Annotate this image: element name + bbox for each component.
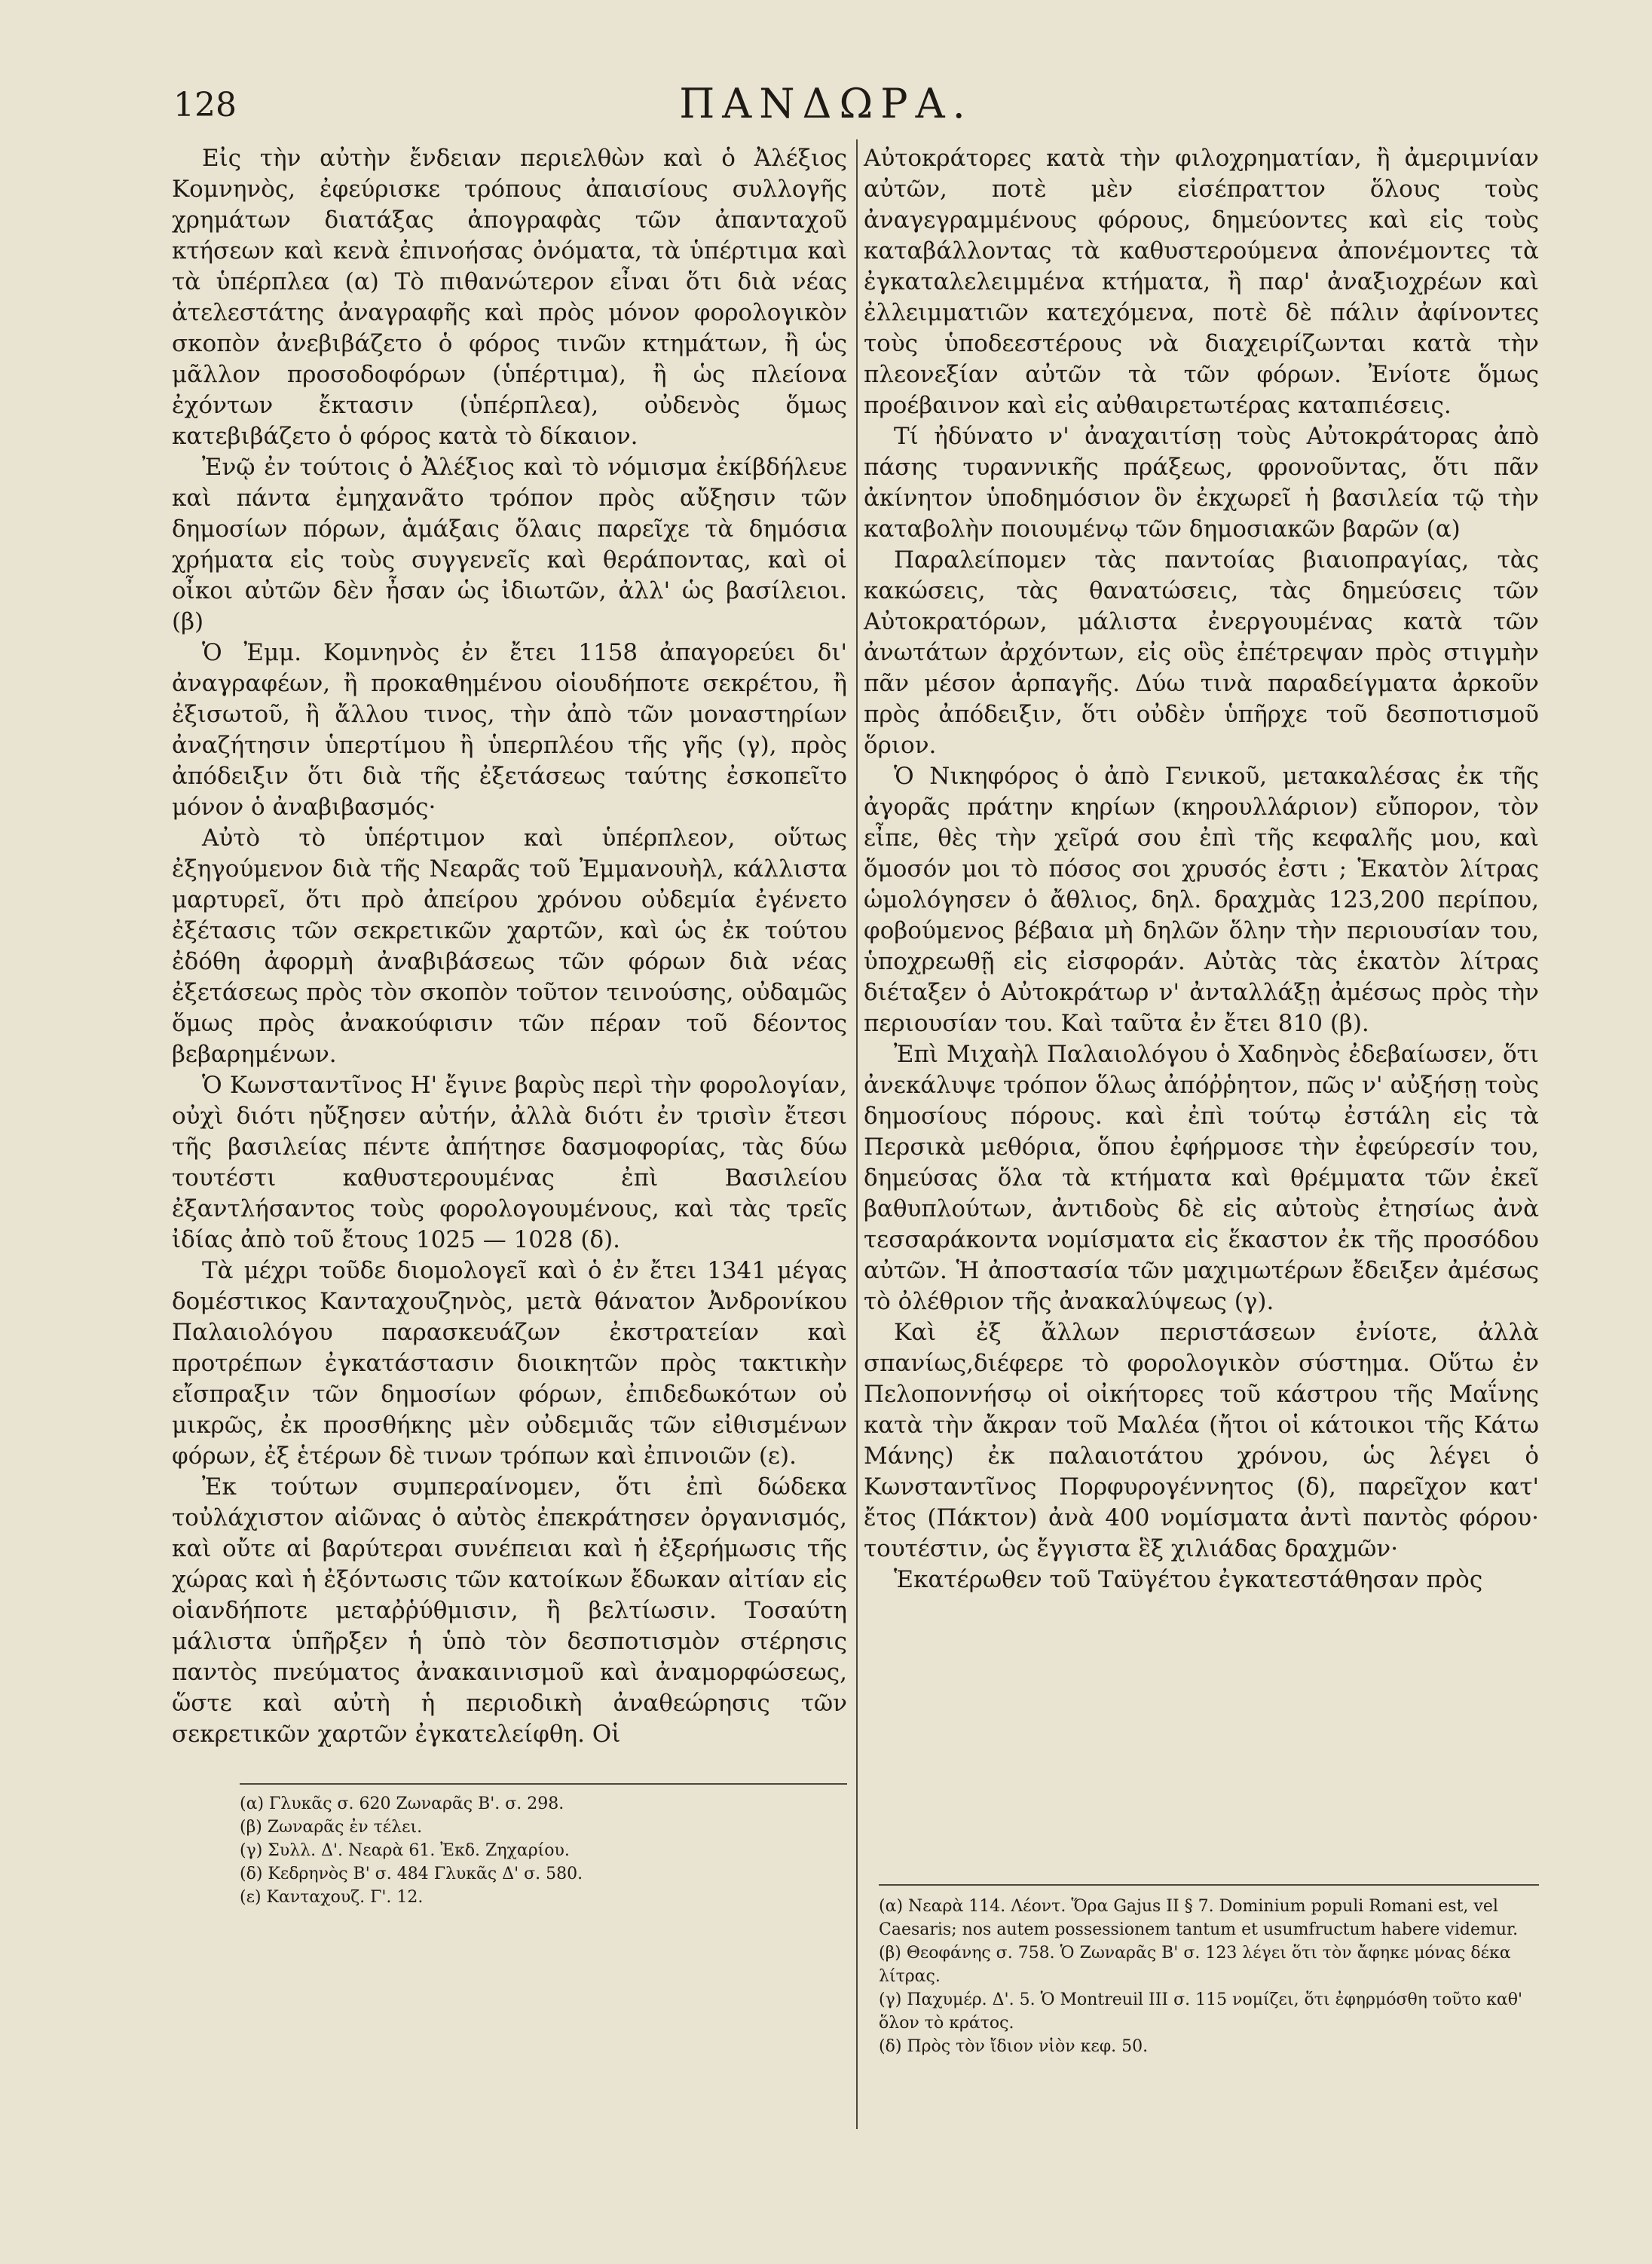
paragraph: Ὁ Κωνσταντῖνος Η' ἔγινε βαρὺς περὶ τὴν φορολογίαν, οὐχὶ διότι ηὔξησεν αὐτήν, ἀλλὰ διότι ἐν τρισὶν ἔτεσι τῆς βασιλείας πέντε ἀπήτησε δασμοφορίας, τὰς δύω τουτέστι καθυστερουμένας ἐπὶ Βασιλείου ἐξαντλήσαντος τοὺς φορολογουμένους, καὶ τὰς τρεῖς ἰδίας ἀπὸ τοῦ ἔτους 1025 — 1028 (δ). [172,1072,847,1253]
paragraph: Ὁ Νικηφόρος ὁ ἀπὸ Γενικοῦ, μετακαλέσας ἐκ τῆς ἀγορᾶς πράτην κηρίων (κηρουλλάριον) εὔπορον, τὸν εἶπε, θὲς τὴν χεῖρά σου ἐπὶ τῆς κεφαλῆς μου, καὶ ὅμοσόν μοι τὸ πόσος σοι χρυσός ἐστι ; Ἑκατὸν λίτρας ὡμολόγησεν ὁ ἄθλιος, δηλ. δραχμὰς 123,200 περίπου, φοβούμενος βέβαια μὴ δηλῶν ὅλην τὴν περιουσίαν του, ὑποχρεωθῇ εἰς εἰσφοράν. Αὐτὰς τὰς ἑκατὸν λίτρας διέταξεν ὁ Αὐτοκράτωρ ν' ἀνταλλάξῃ ἀμέσως πρὸς τὴν περιουσίαν του. Καὶ ταῦτα ἐν ἔτει 810 (β). [864,763,1539,1037]
column-divider [856,139,858,2129]
footnote: (β) Θεοφάνης σ. 758. Ὁ Ζωναρᾶς Β' σ. 123 λέγει ὅτι τὸν ἄφηκε μόνας δέκα λίτρας. [879,1944,1511,1986]
footnote: (γ) Παχυμέρ. Δ'. 5. Ὁ Montreuil III σ. 115 νομίζει, ὅτι ἐφηρμόσθη τοῦτο καθ' ὅλον τὸ κράτος. [879,1990,1522,2033]
paragraph: Αὐτὸ τὸ ὑπέρτιμον καὶ ὑπέρπλεον, οὕτως ἐξηγούμενον διὰ τῆς Νεαρᾶς τοῦ Ἐμμανουὴλ, κάλλιστα μαρτυρεῖ, ὅτι πρὸ ἀπείρου χρόνου οὐδεμία ἐγένετο ἐξέτασις τῶν σεκρετικῶν χαρτῶν, καὶ ὡς ἐκ τούτου ἐδόθη ἀφορμὴ ἀναβιβάσεως τῶν φόρων διὰ νέας ἐξετάσεως πρὸς τὸν σκοπὸν τοῦτον τεινούσης, οὐδαμῶς ὅμως πρὸς ἀνακούφισιν τῶν πέραν τοῦ δέοντος βεβαρημένων. [172,825,847,1068]
paragraph: Ὁ Ἐμμ. Κομνηνὸς ἐν ἔτει 1158 ἀπαγορεύει δι' ἀναγραφέων, ἢ προκαθημένου οἱουδήποτε σεκρέτου, ἢ ἐξισωτοῦ, ἢ ἄλλου τινος, τὴν ἀπὸ τῶν μοναστηρίων ἀναζήτησιν ὑπερτίμου ἢ ὑπερπλέου τῆς γῆς (γ), πρὸς ἀπόδειξιν ὅτι διὰ τῆς ἐξετάσεως ταύτης ἐσκοπεῖτο μόνον ὁ ἀναβιβασμός· [172,639,847,821]
left-footnotes [240,1783,847,1909]
footnote: (δ) Πρὸς τὸν ἴδιον νἱὸν κεφ. 50. [879,2037,1149,2056]
right-footnotes [879,1884,1539,2058]
paragraph: Ἐπὶ Μιχαὴλ Παλαιολόγου ὁ Χαδηνὸς ἐδεβαίωσεν, ὅτι ἀνεκάλυψε τρόπον ὅλως ἀπόῤῥητον, πῶς ν' αὐξήσῃ τοὺς δημοσίους πόρους. καὶ ἐπὶ τούτῳ ἐστάλη εἰς τὰ Περσικὰ μεθόρια, ὅπου ἐφήρμοσε τὴν ἐφεύρεσίν του, δημεύσας ὅλα τὰ κτήματα καὶ θρέμματα τῶν ἐκεῖ βαθυπλούτων, ἀντιδοὺς δὲ εἰς αὐτοὺς ἐτησίως ἀνὰ τεσσαράκοντα νομίσματα εἰς ἕκαστον ἐκ τῆς προσόδου αὐτῶν. Ἡ ἀποστασία τῶν μαχιμωτέρων ἔδειξεν ἀμέσως τὸ ὀλέθριον τῆς ἀνακαλύψεως (γ). [864,1041,1539,1315]
page-number: 128 [173,86,237,124]
paragraph: Παραλείπομεν τὰς παντοίας βιαιοπραγίας, τὰς κακώσεις, τὰς θανατώσεις, τὰς δημεύσεις τῶν Αὐτοκρατόρων, μάλιστα ἐνεργουμένας κατὰ τῶν ἀνωτάτων ἀρχόντων, εἰς οὓς ἐπέτρεψαν πρὸς στιγμὴν πᾶν μέσον ἁρπαγῆς. Δύω τινὰ παραδείγματα ἀρκοῦν πρὸς ἀπόδειξιν, ὅτι οὐδὲν ὑπῆρχε τοῦ δεσποτισμοῦ ὅριον. [864,546,1539,759]
footnote: (ε) Κανταχουζ. Γ'. 12. [240,1888,424,1907]
left-column [172,143,847,1750]
running-title: ΠΑΝΔΩΡΑ. [679,80,973,127]
paragraph: Ἐνῷ ἐν τούτοις ὁ Ἀλέξιος καὶ τὸ νόμισμα ἐκίβδήλευε καὶ πάντα ἐμηχανᾶτο τρόπον πρὸς αὔξησιν τῶν δημοσίων πόρων, ἁμάξαις ὅλαις παρεῖχε τὰ δημόσια χρήματα εἰς τοὺς συγγενεῖς καὶ θεράποντας, καὶ οἱ οἶκοι αὐτῶν δὲν ἦσαν ὡς ἰδιωτῶν, ἀλλ' ὡς βασίλειοι. (β) [172,454,847,635]
paragraph: Αὐτοκράτορες κατὰ τὴν φιλοχρηματίαν, ἢ ἀμεριμνίαν αὐτῶν, ποτὲ μὲν εἰσέπραττον ὅλους τοὺς ἀναγεγραμμένους φόρους, δημεύοντες καὶ εἰς τοὺς καταβάλλοντας τὰ καθυστερούμενα ἀπονέμοντες τὰ ἐγκαταλελειμμένα κτήματα, ἢ παρ' ἀναξιοχρέων καὶ ἐλλειμματιῶν κατεχόμενα, ποτὲ δὲ πάλιν ἀφίνοντες τοὺς ὑποδεεστέρους νὰ διαχειρίζωνται κατὰ τὴν πλεονεξίαν αὐτῶν τὰ τῶν φόρων. Ἐνίοτε ὅμως προέβαινον καὶ εἰς αὐθαιρετωτέρας καταπιέσεις. [864,145,1539,419]
paragraph: Τὰ μέχρι τοῦδε διομολογεῖ καὶ ὁ ἐν ἔτει 1341 μέγας δομέστικος Κανταχουζηνὸς, μετὰ θάνατον Ἀνδρονίκου Παλαιολόγου παρασκευάζων ἐκστρατείαν καὶ προτρέπων ἐγκατάστασιν διοικητῶν πρὸς τακτικὴν εἴσπραξιν τῶν δημοσίων φόρων, ἐπιδεδωκότων οὐ μικρῶς, ἐκ προσθήκης μὲν οὐδεμιᾶς τῶν εἰθισμένων φόρων, ἐξ ἑτέρων δὲ τινων τρόπων καὶ ἐπινοιῶν (ε). [172,1257,847,1470]
footnote: (β) Ζωναρᾶς ἐν τέλει. [240,1818,423,1837]
right-column [864,143,1539,1596]
footnote: (α) Νεαρὰ 114. Λέοντ. Ὅρα Gajus II § 7. Dominium populi Romani est, vel Caesaris; nos autem possessionem tantum et usumfructum habere videmur. [879,1897,1519,1939]
paragraph: Τί ἠδύνατο ν' ἀναχαιτίσῃ τοὺς Αὐτοκράτορας ἀπὸ πάσης τυραννικῆς πράξεως, φρονοῦντας, ὅτι πᾶν ἀκίνητον ὑποδημόσιον ὃν ἐκχωρεῖ ἡ βασιλεία τῷ τὴν καταβολὴν ποιουμένῳ τῶν δημοσιακῶν βαρῶν (α) [864,423,1539,543]
paragraph: Εἰς τὴν αὐτὴν ἔνδειαν περιελθὼν καὶ ὁ Ἀλέξιος Κομνηνὸς, ἐφεύρισκε τρόπους ἀπαισίους συλλογῆς χρημάτων διατάξας ἀπογραφὰς τῶν ἀπανταχοῦ κτήσεων καὶ κενὰ ἐπινοήσας ὀνόματα, τὰ ὑπέρτιμα καὶ τὰ ὑπέρπλεα (α) Τὸ πιθανώτερον εἶναι ὅτι διὰ νέας ἀτελεστάτης ἀναγραφῆς καὶ πρὸς μόνον φορολογικὸν σκοπὸν ἀνεβιβάζετο ὁ φόρος τινῶν κτημάτων, ἢ ὡς μᾶλλον προσοδοφόρων (ὑπέρτιμα), ἢ ὡς πλείονα ἐχόντων ἔκτασιν (ὑπέρπλεα), οὐδενὸς ὅμως κατεβιβάζετο ὁ φόρος κατὰ τὸ δίκαιον. [172,145,847,450]
paragraph: Ἑκατέρωθεν τοῦ Ταϋγέτου ἐγκατεστάθησαν πρὸς [894,1566,1483,1593]
paragraph: Καὶ ἐξ ἄλλων περιστάσεων ἐνίοτε, ἀλλὰ σπανίως,διέφερε τὸ φορολογικὸν σύστημα. Οὕτω ἐν Πελοποννήσῳ οἱ οἰκήτορες τοῦ κάστρου τῆς Μαΐνης κατὰ τὴν ἄκραν τοῦ Μαλέα (ἤτοι οἱ κάτοικοι τῆς Κάτω Μάνης) ἐκ παλαιοτάτου χρόνου, ὡς λέγει ὁ Κωνσταντῖνος Πορφυρογέννητος (δ), παρεῖχον κατ' ἔτος (Πάκτον) ἀνὰ 400 νομίσματα ἀντὶ παντὸς φόρου· τουτέστιν, ὡς ἔγγιστα ἓξ χιλιάδας δραχμῶν· [864,1319,1539,1562]
footnote: (α) Γλυκᾶς σ. 620 Ζωναρᾶς Β'. σ. 298. [240,1794,564,1813]
paragraph: Ἐκ τούτων συμπεραίνομεν, ὅτι ἐπὶ δώδεκα τοὐλάχιστον αἰῶνας ὁ αὐτὸς ἐπεκράτησεν ὀργανισμός, καὶ οὔτε αἱ βαρύτεραι συνέπειαι καὶ ἡ ἐξερήμωσις τῆς χώρας καὶ ἡ ἐξόντωσις τῶν κατοίκων ἔδωκαν αἰτίαν εἰς οἱανδήποτε μεταῤῥύθμισιν, ἢ βελτίωσιν. Τοσαύτη μάλιστα ὑπῆρξεν ἡ ὑπὸ τὸν δεσποτισμὸν στέρησις παντὸς πνεύματος ἀνακαινισμοῦ καὶ ἀναμορφώσεως, ὥστε καὶ αὐτὴ ἡ περιοδικὴ ἀναθεώρησις τῶν σεκρετικῶν χαρτῶν ἐγκατελείφθη. Οἱ [172,1473,847,1748]
page-header [0,75,1652,136]
footnote: (γ) Συλλ. Δ'. Νεαρὰ 61. Ἐκδ. Ζηχαρίου. [240,1841,570,1860]
footnote: (δ) Κεδρηνὸς Β' σ. 484 Γλυκᾶς Δ' σ. 580. [240,1865,583,1883]
